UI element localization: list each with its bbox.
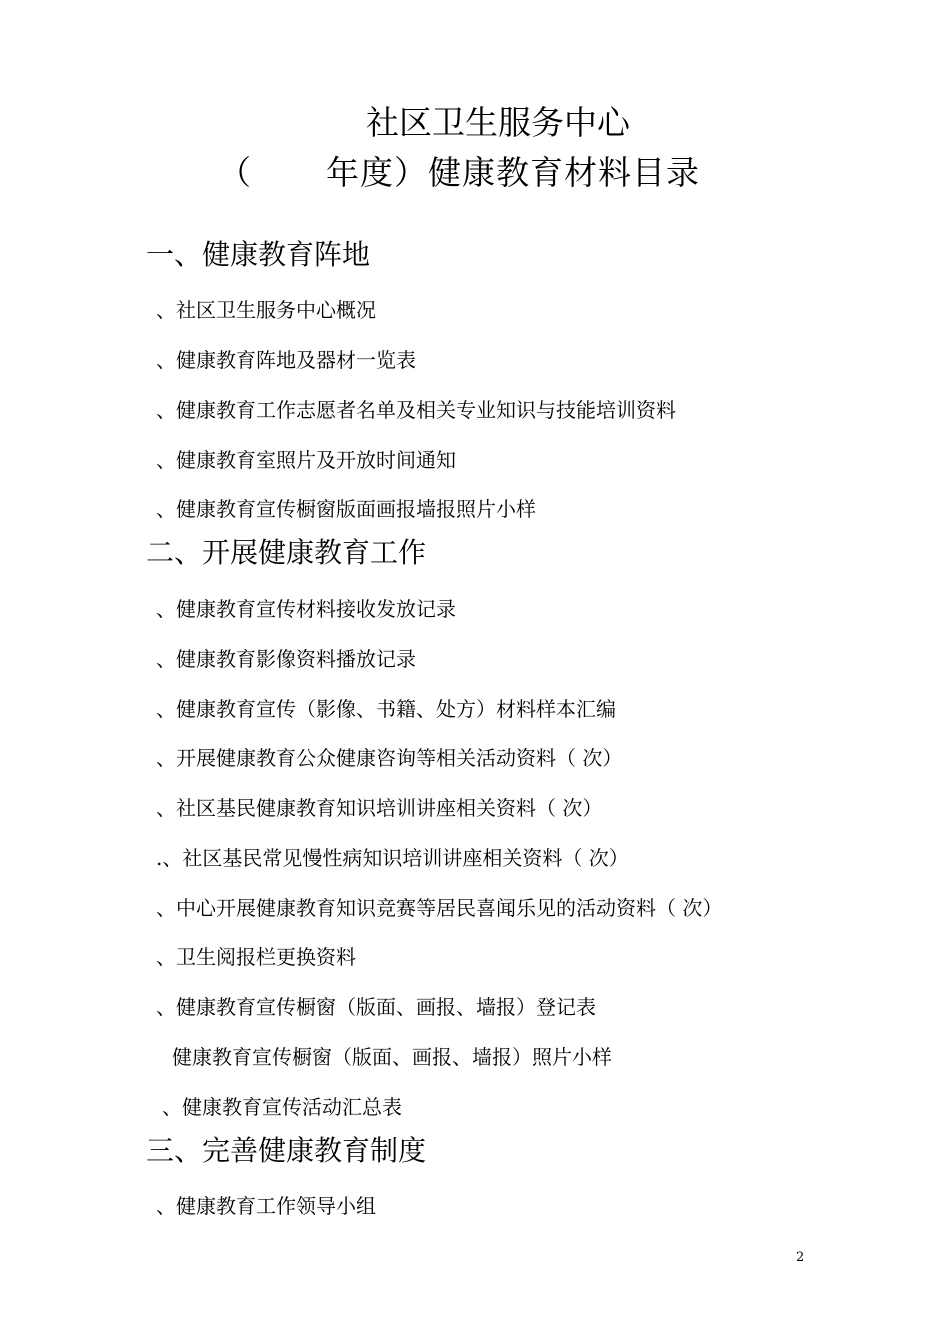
document-title-line1: 社区卫生服务中心 [366, 103, 630, 142]
list-item: 健康教育宣传橱窗（版面、画报、墙报）照片小样 [172, 1045, 612, 1069]
section-heading-3: 三、完善健康教育制度 [146, 1134, 427, 1167]
section-heading-1: 一、健康教育阵地 [146, 238, 371, 271]
list-item: 、社区卫生服务中心概况 [156, 298, 376, 322]
list-item: 、健康教育宣传橱窗（版面、画报、墙报）登记表 [156, 995, 596, 1019]
list-item: .、社区基民常见慢性病知识培训讲座相关资料（ 次） [156, 846, 629, 870]
list-item: 、健康教育宣传活动汇总表 [162, 1095, 402, 1119]
page-number: 2 [796, 1250, 805, 1265]
list-item: 、开展健康教育公众健康咨询等相关活动资料（ 次） [156, 746, 623, 770]
list-item: 、健康教育宣传材料接收发放记录 [156, 597, 456, 621]
list-item: 、社区基民健康教育知识培训讲座相关资料（ 次） [156, 796, 603, 820]
list-item: 、健康教育工作志愿者名单及相关专业知识与技能培训资料 [156, 398, 676, 422]
list-item: 、健康教育影像资料播放记录 [156, 647, 416, 671]
list-item: 、健康教育阵地及器材一览表 [156, 348, 416, 372]
list-item: 、健康教育宣传（影像、书籍、处方）材料样本汇编 [156, 697, 616, 721]
list-item: 、健康教育室照片及开放时间通知 [156, 448, 456, 472]
title-open-paren: （ [218, 153, 251, 192]
section-heading-2: 二、开展健康教育工作 [146, 536, 427, 569]
list-item: 、健康教育宣传橱窗版面画报墙报照片小样 [156, 497, 536, 521]
list-item: 、中心开展健康教育知识竞赛等居民喜闻乐见的活动资料（ 次） [156, 896, 723, 920]
title-year-catalog: 年度）健康教育材料目录 [326, 153, 700, 192]
list-item: 、健康教育工作领导小组 [156, 1194, 376, 1218]
list-item: 、卫生阅报栏更换资料 [156, 945, 356, 969]
document-title-line2 [218, 148, 778, 198]
